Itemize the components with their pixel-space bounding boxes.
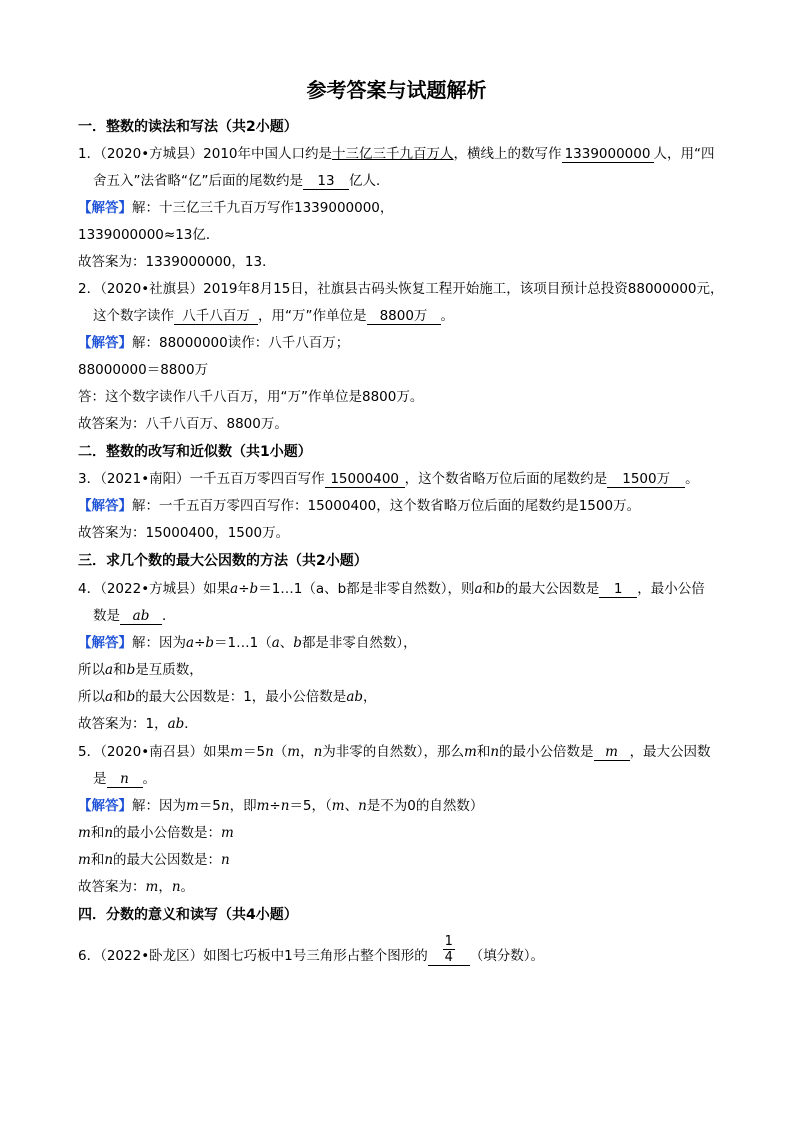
solution-4-line-1: 【解答】解：因为a÷b＝1…1（a、b都是非零自然数）， [78, 635, 417, 651]
answer-blank: 1 [599, 581, 637, 598]
answer-blank: 1500万 [607, 471, 685, 488]
page-title: 参考答案与试题解析 [306, 78, 487, 102]
solution-5-line-1: 【解答】解：因为m＝5n，即m÷n＝5，（m、n是不为0的自然数） [78, 798, 484, 814]
solution-5-line-2: m和n的最小公倍数是：m [78, 825, 234, 841]
answer-blank: 8800万 [367, 308, 441, 325]
question-5-line-2: 是 n 。 [93, 771, 156, 787]
solution-4-line-2: 所以a和b是互质数， [78, 662, 203, 678]
answer-1: 故答案为：1339000000，13． [78, 254, 276, 270]
question-3-line-1: 3．（2021•南阳）一千五百万零四百写作 15000400 ，这个数省略万位后面的尾数约是 1500万 。 [78, 471, 699, 487]
fraction-answer: $\frac{1}{4}$ [428, 934, 470, 966]
solution-1-line-1: 【解答】解：十三亿三千九百万写作1339000000， [78, 200, 394, 216]
answer-5: 故答案为：m，n。 [78, 879, 195, 895]
solution-1-line-2: 1339000000≈13亿． [78, 227, 220, 243]
question-5-line-1: 5．（2020•南召县）如果m＝5n（m，n为非零的自然数），那么m和n的最小公倍数是 m ，最大公因数 [78, 744, 711, 760]
solution-5-line-3: m和n的最大公因数是：n [78, 852, 230, 868]
answer-3: 故答案为：15000400，1500万。 [78, 525, 290, 541]
solution-tag: 【解答】 [78, 335, 132, 351]
section-heading-2: 二．整数的改写和近似数（共1小题） [78, 444, 312, 460]
solution-2-line-3: 答：这个数字读作八千八百万，用“万”作单位是8800万。 [78, 389, 424, 405]
solution-2-line-1: 【解答】解：88000000读作：八千八百万； [78, 335, 350, 351]
question-4-line-2: 数是 ab ． [93, 608, 176, 624]
answer-4: 故答案为：1，ab． [78, 716, 198, 732]
solution-tag: 【解答】 [78, 498, 132, 514]
answer-blank: 1339000000 [562, 146, 654, 163]
solution-tag: 【解答】 [78, 798, 132, 814]
question-2-line-1: 2．（2020•社旗县）2019年8月15日，社旗县古码头恢复工程开始施工，该项目预计总投资88000000元， [78, 281, 724, 297]
question-6-line-1: 6．（2022•卧龙区）如图七巧板中1号三角形占整个图形的 $\frac{1}{4}$ （填分数）。 [78, 934, 544, 965]
solution-tag: 【解答】 [78, 635, 132, 651]
section-heading-1: 一．整数的读法和写法（共2小题） [78, 119, 298, 135]
question-4-line-1: 4．（2022•方城县）如果a÷b＝1…1（a、b都是非零自然数），则a和b的最大公因数是 1 ，最小公倍 [78, 581, 705, 597]
question-2-line-2: 这个数字读作 八千八百万 ，用“万”作单位是 8800万 。 [93, 308, 454, 324]
answer-blank: ab [120, 608, 162, 625]
answer-blank: 13 [303, 173, 349, 190]
solution-3-line-1: 【解答】解：一千五百万零四百写作：15000400，这个数省略万位后面的尾数约是1500万。 [78, 498, 641, 514]
answer-blank: 15000400 [325, 471, 405, 488]
answer-blank: 八千八百万 [174, 308, 258, 325]
answer-blank: m [594, 744, 630, 761]
answer-2: 故答案为：八千八百万、8800万。 [78, 416, 288, 432]
section-heading-3: 三．求几个数的最大公因数的方法（共2小题） [78, 553, 368, 569]
answer-blank: n [107, 771, 143, 788]
solution-tag: 【解答】 [78, 200, 132, 216]
question-1-line-1: 1．（2020•方城县）2010年中国人口约是十三亿三千九百万人，横线上的数写作 1339000000 人，用“四 [78, 146, 715, 162]
solution-2-line-2: 88000000＝8800万 [78, 362, 209, 378]
section-heading-4: 四．分数的意义和读写（共4小题） [78, 907, 298, 923]
solution-4-line-3: 所以a和b的最大公因数是：1，最小公倍数是ab， [78, 689, 377, 705]
question-1-line-2: 舍五入”法省略“亿”后面的尾数约是 13 亿人． [93, 173, 390, 189]
